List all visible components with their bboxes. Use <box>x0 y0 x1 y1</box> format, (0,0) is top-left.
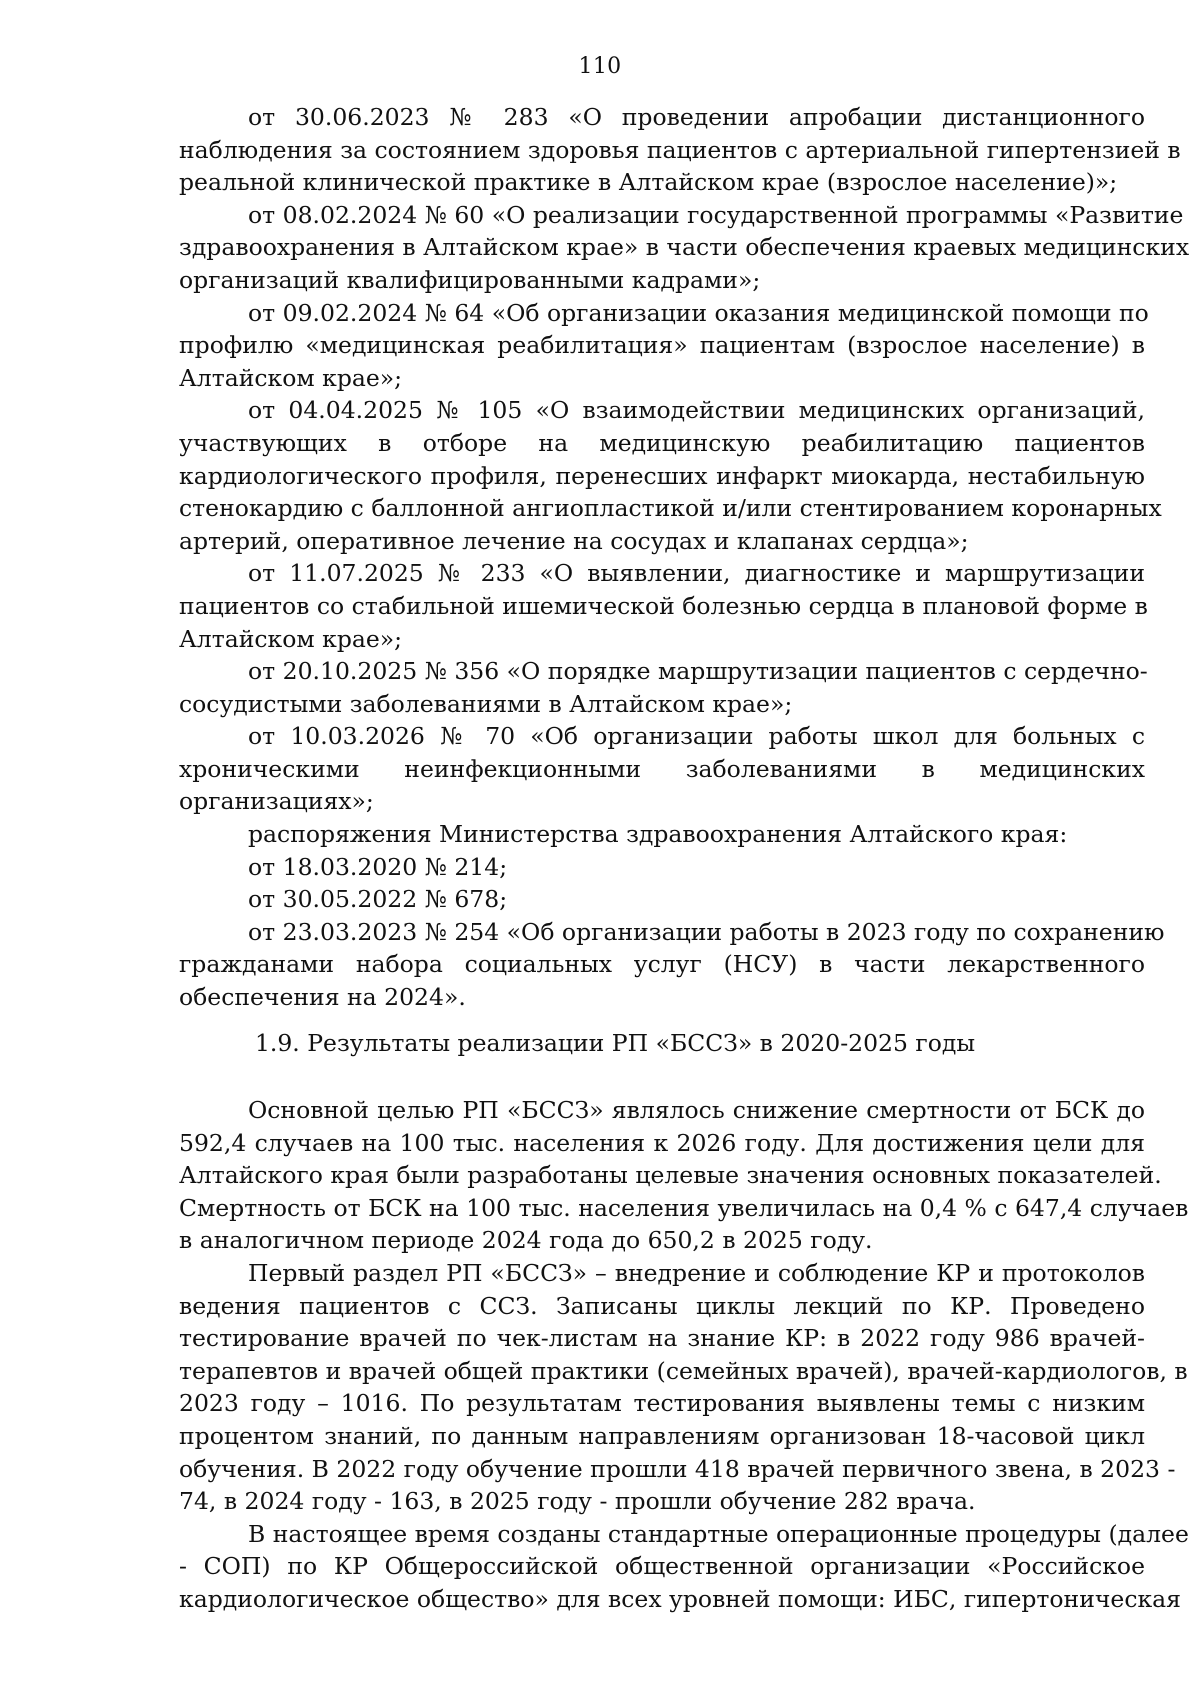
page-number: 110 <box>578 54 622 79</box>
text-line: кардиологического профиля, перенесших инфаркт миокарда, нестабильную <box>179 461 1145 490</box>
text-line: процентом знаний, по данным направлениям организован 18-часовой цикл <box>179 1421 1145 1450</box>
text-line: В настоящее время созданы стандартные операционные процедуры (далее <box>248 1519 1189 1548</box>
text-line: от 18.03.2020 № 214; <box>248 852 508 881</box>
text-line: Алтайского края были разработаны целевые значения основных показателей. <box>179 1161 1162 1190</box>
text-line: гражданами набора социальных услуг (НСУ) в части лекарственного <box>179 950 1145 979</box>
text-line: реальной клинической практике в Алтайском крае (взрослое население)»; <box>179 168 1118 197</box>
text-line: организациях»; <box>179 787 374 816</box>
text-line: участвующих в отборе на медицинскую реабилитацию пациентов <box>179 428 1145 457</box>
text-line: обучения. В 2022 году обучение прошли 418 врачей первичного звена, в 2023 - <box>179 1454 1176 1483</box>
text-line: профилю «медицинская реабилитация» пациентам (взрослое население) в <box>179 331 1145 360</box>
text-line: сосудистыми заболеваниями в Алтайском крае»; <box>179 689 793 718</box>
text-line: от 30.06.2023 № 283 «О проведении апробации дистанционного <box>248 103 1145 131</box>
text-line: наблюдения за состоянием здоровья пациентов с артериальной гипертензией в <box>179 135 1181 164</box>
text-line: от 10.03.2026 № 70 «Об организации работы школ для больных с <box>248 722 1145 751</box>
text-line: ведения пациентов с ССЗ. Записаны циклы лекций по КР. Проведено <box>179 1291 1145 1320</box>
section-body <box>179 1094 1189 1616</box>
text-line: стенокардию с баллонной ангиопластикой и/или стентированием коронарных <box>179 494 1162 523</box>
text-line: кардиологическое общество» для всех уровней помощи: ИБС, гипертоническая <box>179 1584 1182 1613</box>
text-line: Смертность от БСК на 100 тыс. населения увеличилась на 0,4 % с 647,4 случаев <box>179 1193 1189 1222</box>
text-line: 74, в 2024 году - 163, в 2025 году - прошли обучение 282 врача. <box>179 1487 976 1516</box>
text-line: от 11.07.2025 № 233 «О выявлении, диагностике и маршрутизации <box>248 559 1145 588</box>
text-line: в аналогичном периоде 2024 года до 650,2 в 2025 году. <box>179 1226 873 1255</box>
text-line: Алтайском крае»; <box>179 624 403 653</box>
text-line: 2023 году – 1016. По результатам тестирования выявлены темы с низким <box>179 1389 1145 1418</box>
text-line: распоряжения Министерства здравоохранения Алтайского края: <box>248 820 1068 849</box>
text-line: Основной целью РП «БССЗ» являлось снижение смертности от БСК до <box>248 1096 1145 1124</box>
text-line: от 09.02.2024 № 64 «Об организации оказания медицинской помощи по <box>248 298 1149 327</box>
text-line: - СОП) по КР Общероссийской общественной организации «Российское <box>179 1552 1145 1581</box>
text-line: пациентов со стабильной ишемической болезнью сердца в плановой форме в <box>179 591 1148 620</box>
section-heading: 1.9. Результаты реализации РП «БССЗ» в 2020-2025 годы <box>254 1029 976 1057</box>
text-line: Алтайском крае»; <box>179 363 403 392</box>
text-line: обеспечения на 2024». <box>179 983 466 1012</box>
text-line: терапевтов и врачей общей практики (семейных врачей), врачей-кардиологов, в <box>179 1356 1188 1385</box>
text-line: хроническими неинфекционными заболеваниями в медицинских <box>179 754 1145 783</box>
text-line: Первый раздел РП «БССЗ» – внедрение и соблюдение КР и протоколов <box>248 1258 1145 1287</box>
text-line: от 30.05.2022 № 678; <box>248 885 508 914</box>
text-line: от 20.10.2025 № 356 «О порядке маршрутизации пациентов с сердечно- <box>248 657 1148 686</box>
text-line: 592,4 случаев на 100 тыс. населения к 2026 году. Для достижения цели для <box>179 1128 1145 1157</box>
text-line: от 08.02.2024 № 60 «О реализации государственной программы «Развитие <box>248 200 1184 229</box>
text-line: от 23.03.2023 № 254 «Об организации работы в 2023 году по сохранению <box>248 917 1165 946</box>
text-line: тестирование врачей по чек-листам на знание КР: в 2022 году 986 врачей- <box>179 1324 1145 1353</box>
text-line: артерий, оперативное лечение на сосудах и клапанах сердца»; <box>179 526 969 555</box>
regulations-list <box>179 101 1190 1014</box>
text-line: здравоохранения в Алтайском крае» в части обеспечения краевых медицинских <box>179 233 1190 262</box>
text-line: от 04.04.2025 № 105 «О взаимодействии медицинских организаций, <box>248 396 1145 425</box>
text-line: организаций квалифицированными кадрами»; <box>179 265 761 294</box>
